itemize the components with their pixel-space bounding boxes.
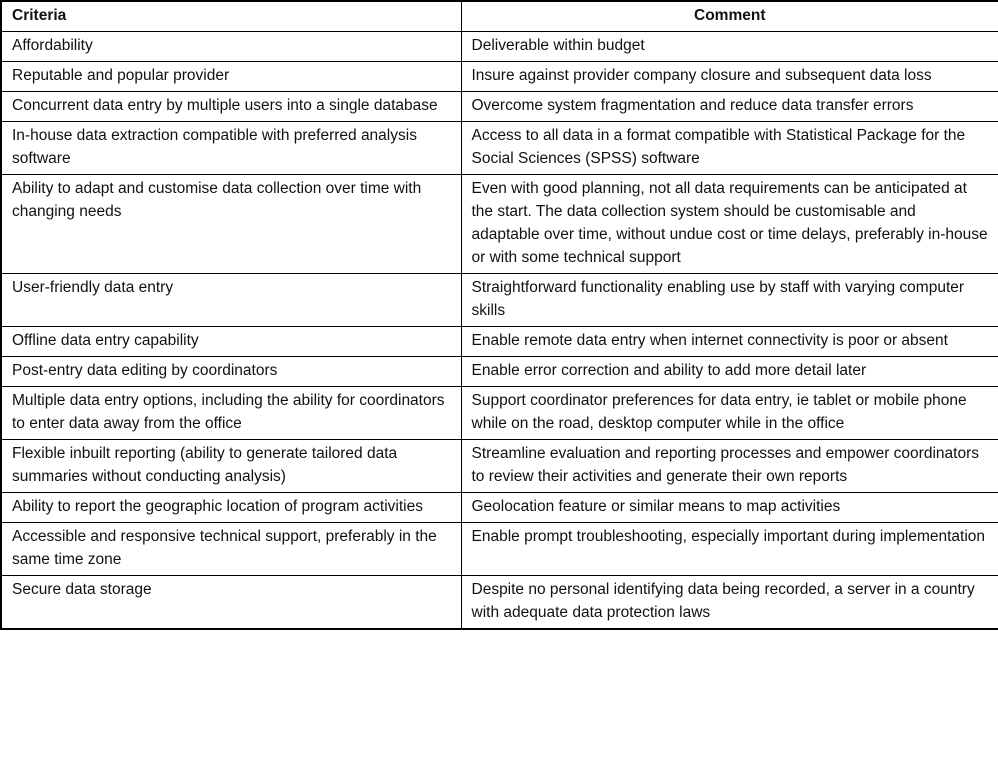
criteria-cell: Ability to report the geographic location of program activities	[1, 493, 461, 523]
table-row	[1, 274, 998, 327]
criteria-cell: Ability to adapt and customise data collection over time with changing needs	[1, 175, 461, 274]
comment-cell: Enable prompt troubleshooting, especially important during implementation	[461, 523, 998, 576]
criteria-cell: Flexible inbuilt reporting (ability to generate tailored data summaries without conducting analysis)	[1, 440, 461, 493]
comment-cell: Enable error correction and ability to add more detail later	[461, 357, 998, 387]
comment-cell: Streamline evaluation and reporting processes and empower coordinators to review their activities and generate their own reports	[461, 440, 998, 493]
comment-cell: Geolocation feature or similar means to map activities	[461, 493, 998, 523]
table-row	[1, 175, 998, 274]
criteria-cell: Accessible and responsive technical support, preferably in the same time zone	[1, 523, 461, 576]
comment-cell: Enable remote data entry when internet connectivity is poor or absent	[461, 327, 998, 357]
criteria-cell: Secure data storage	[1, 576, 461, 630]
table-row	[1, 387, 998, 440]
table-row	[1, 327, 998, 357]
table-row	[1, 32, 998, 62]
comment-cell: Despite no personal identifying data being recorded, a server in a country with adequate data protection laws	[461, 576, 998, 630]
comment-cell: Overcome system fragmentation and reduce data transfer errors	[461, 92, 998, 122]
table-row	[1, 92, 998, 122]
comment-cell: Even with good planning, not all data requirements can be anticipated at the start. The data collection system should be customisable and adaptable over time, without undue cost or time delays, preferably in-house or with some technical support	[461, 175, 998, 274]
criteria-cell: Reputable and popular provider	[1, 62, 461, 92]
criteria-cell: Affordability	[1, 32, 461, 62]
header-row	[1, 1, 998, 32]
comment-cell: Support coordinator preferences for data entry, ie tablet or mobile phone while on the road, desktop computer while in the office	[461, 387, 998, 440]
comment-cell: Access to all data in a format compatible with Statistical Package for the Social Sciences (SPSS) software	[461, 122, 998, 175]
criteria-cell: Concurrent data entry by multiple users into a single database	[1, 92, 461, 122]
criteria-column-header: Criteria	[1, 1, 461, 32]
criteria-cell: Offline data entry capability	[1, 327, 461, 357]
table-row	[1, 523, 998, 576]
table-row	[1, 62, 998, 92]
table-row	[1, 576, 998, 630]
table-row	[1, 122, 998, 175]
comment-cell: Straightforward functionality enabling use by staff with varying computer skills	[461, 274, 998, 327]
criteria-cell: Multiple data entry options, including the ability for coordinators to enter data away from the office	[1, 387, 461, 440]
comment-cell: Insure against provider company closure and subsequent data loss	[461, 62, 998, 92]
comment-cell: Deliverable within budget	[461, 32, 998, 62]
table-row	[1, 440, 998, 493]
criteria-cell: Post-entry data editing by coordinators	[1, 357, 461, 387]
criteria-cell: User-friendly data entry	[1, 274, 461, 327]
table-row	[1, 357, 998, 387]
table-row	[1, 493, 998, 523]
comment-column-header: Comment	[461, 1, 998, 32]
criteria-cell: In-house data extraction compatible with preferred analysis software	[1, 122, 461, 175]
